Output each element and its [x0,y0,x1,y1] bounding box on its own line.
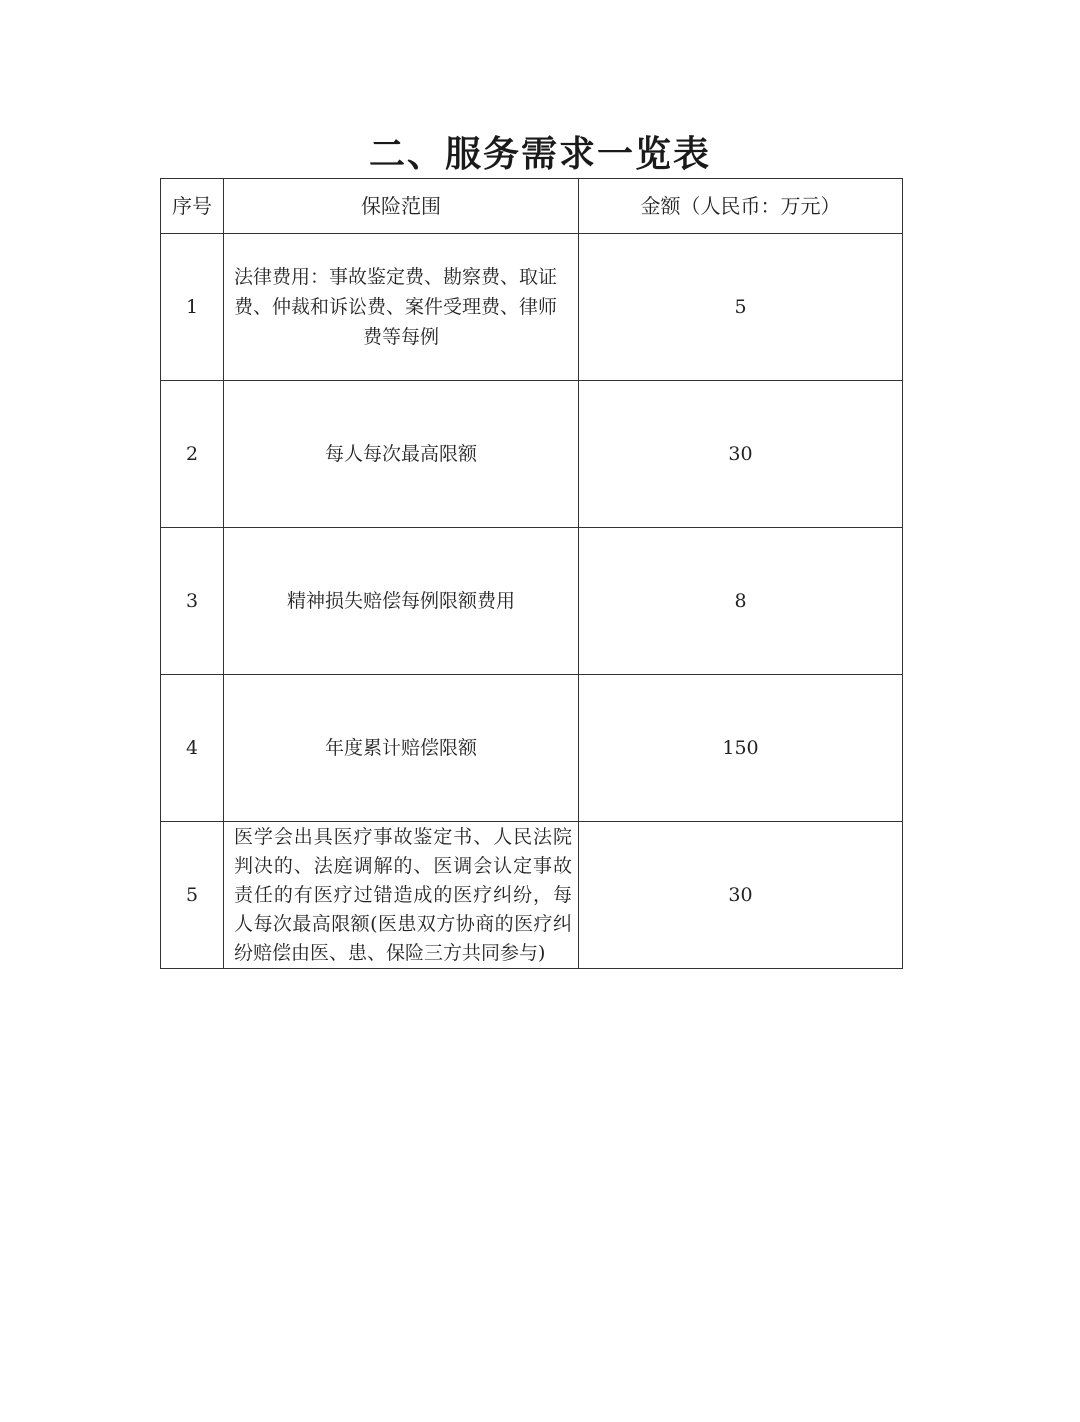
table-row [161,822,903,969]
row-amount: 150 [579,675,903,822]
header-scope: 保险范围 [224,179,579,234]
table-row [161,381,903,528]
row-scope: 年度累计赔偿限额 [224,675,579,822]
table-row [161,234,903,381]
row-scope: 医学会出具医疗事故鉴定书、人民法院判决的、法庭调解的、医调会认定事故责任的有医疗过错造成的医疗纠纷，每人每次最高限额(医患双方协商的医疗纠纷赔偿由医、患、保险三方共同参与) [224,822,579,969]
row-scope: 精神损失赔偿每例限额费用 [224,528,579,675]
row-amount: 30 [579,381,903,528]
row-amount: 5 [579,234,903,381]
row-scope: 法律费用：事故鉴定费、勘察费、取证费、仲裁和诉讼费、案件受理费、律师费等每例 [224,234,579,381]
row-scope: 每人每次最高限额 [224,381,579,528]
header-amount: 金额（人民币：万元） [579,179,903,234]
table-row [161,675,903,822]
table-header-row [161,179,903,234]
row-no: 2 [161,381,224,528]
row-no: 1 [161,234,224,381]
row-no: 5 [161,822,224,969]
table-row [161,528,903,675]
service-requirements-table [160,178,903,969]
row-no: 3 [161,528,224,675]
row-amount: 8 [579,528,903,675]
row-no: 4 [161,675,224,822]
page-title: 二、服务需求一览表 [368,133,711,175]
header-no: 序号 [161,179,224,234]
row-amount: 30 [579,822,903,969]
